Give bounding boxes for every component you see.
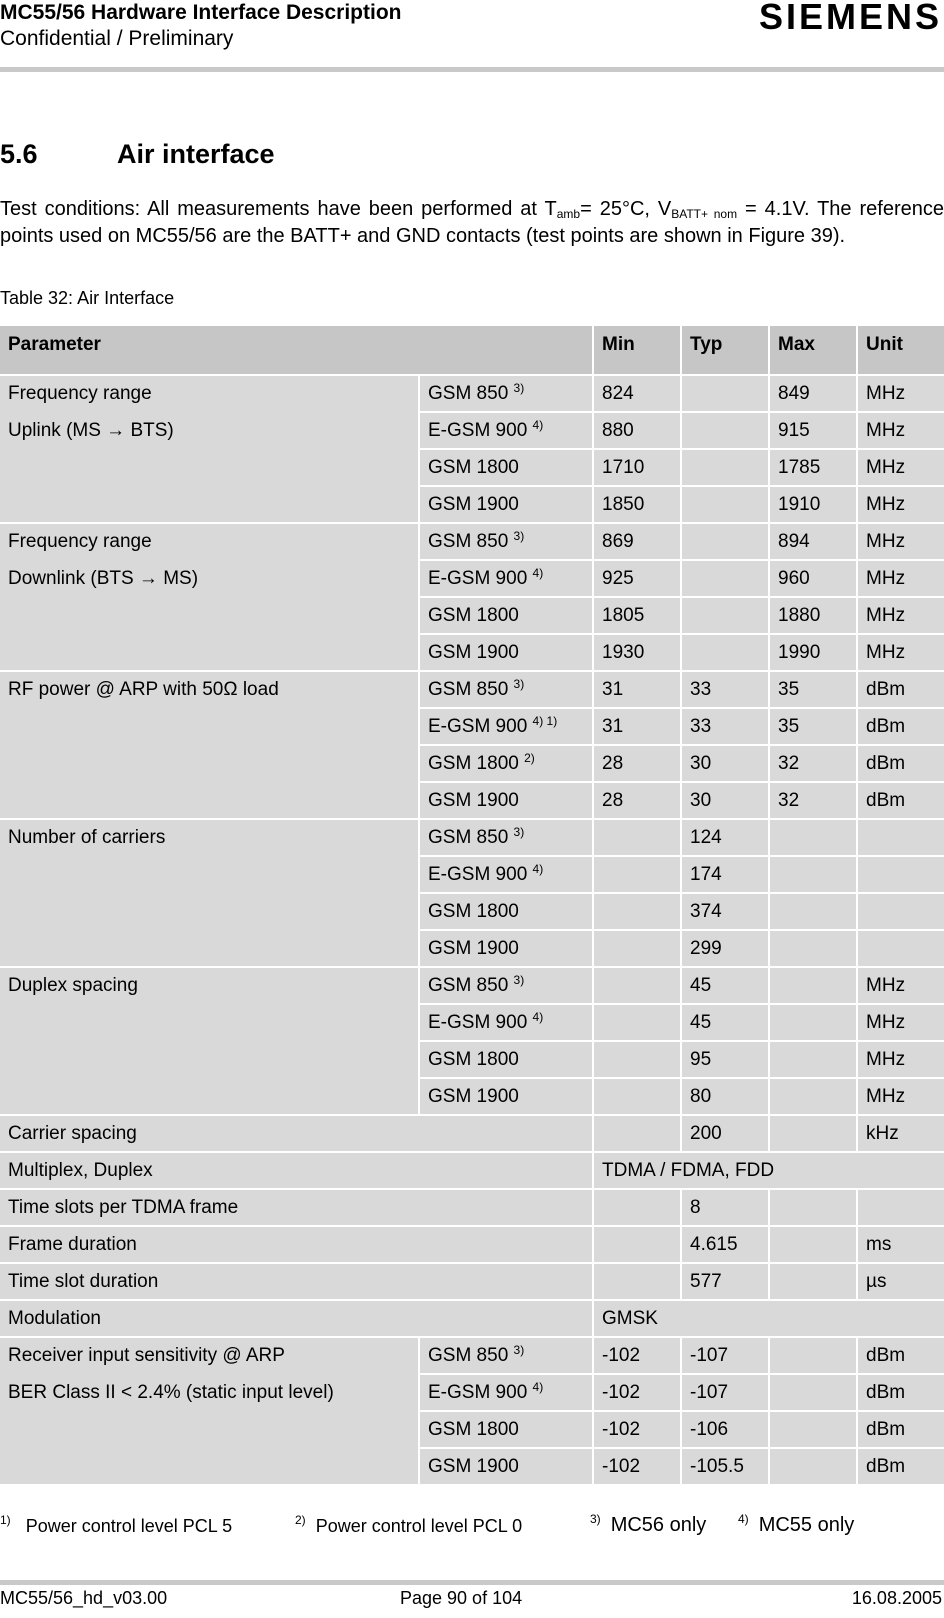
min-cell: -102 [594,1412,680,1449]
band-footnote-mark: 3) [513,529,525,543]
unit-cell: dBm [858,672,944,709]
duplex-spacing-parameter [0,968,418,1116]
section-number: 5.6 [0,139,38,169]
header-rule [0,67,944,72]
min-cell: -102 [594,1338,680,1375]
band-label: GSM 1800 [428,605,519,626]
band-cell [420,598,592,635]
parameter-line: Downlink (BTS → MS) [8,568,199,589]
band-cell [420,1079,592,1116]
band-cell [420,783,592,820]
table-caption: Table 32: Air Interface [0,288,175,308]
band-cell [420,746,592,783]
min-cell: 31 [594,672,680,709]
unit-cell: dBm [858,746,944,783]
min-cell [594,1227,680,1264]
min-cell [594,1264,680,1301]
band-label: GSM 1800 [428,457,519,478]
typ-cell: 30 [682,746,768,783]
unit-cell: MHz [858,1042,944,1079]
band-footnote-mark: 3) [513,825,525,839]
max-cell [770,1005,856,1042]
footnote-4: $^{4)}$ MC55 only [738,1512,855,1536]
table-header-row [0,326,944,376]
max-cell: 32 [770,746,856,783]
max-cell [770,894,856,931]
typ-cell: 30 [682,783,768,820]
band-label: GSM 1900 [428,938,519,959]
typ-cell: -106 [682,1412,768,1449]
value-span-cell: GMSK [594,1301,944,1338]
band-cell [420,709,592,746]
downlink-frequency-parameter [0,524,418,672]
number-of-carriers-parameter [0,820,418,968]
typ-cell [682,413,768,450]
table-row [0,1116,944,1153]
min-cell [594,894,680,931]
unit-cell: MHz [858,413,944,450]
min-cell: 1930 [594,635,680,672]
header-typ: Typ [682,326,768,376]
max-cell [770,1264,856,1301]
subscript-batt: BATT+ nom [671,207,738,221]
max-cell [770,820,856,857]
typ-cell: 8 [682,1190,768,1227]
unit-cell: µs [858,1264,944,1301]
band-footnote-mark: 3) [513,381,525,395]
document-subtitle: Confidential / Preliminary [0,27,234,50]
max-cell [770,1227,856,1264]
typ-cell: 45 [682,968,768,1005]
unit-cell: kHz [858,1116,944,1153]
unit-cell: ms [858,1227,944,1264]
typ-cell: 95 [682,1042,768,1079]
unit-cell [858,894,944,931]
typ-cell: 33 [682,709,768,746]
band-footnote-mark: 4) [532,862,544,876]
parameter-line: BER Class II < 2.4% (static input level) [8,1382,334,1403]
footnote-1: $^{1)}$ Power control level PCL 5 [0,1513,233,1536]
siemens-logo: SIEMENS [758,0,942,37]
band-label: GSM 1800 [428,753,519,774]
band-label: GSM 1900 [428,1456,519,1477]
table-row [0,968,944,1005]
max-cell: 35 [770,709,856,746]
typ-cell [682,524,768,561]
typ-cell: -107 [682,1375,768,1412]
band-cell [420,413,592,450]
band-cell [420,376,592,413]
band-label: E-GSM 900 [428,716,528,737]
rf-power-parameter [0,672,418,820]
max-cell [770,1042,856,1079]
table-row [0,1338,944,1375]
typ-cell [682,598,768,635]
min-cell [594,1079,680,1116]
max-cell: 1990 [770,635,856,672]
band-cell [420,820,592,857]
max-cell [770,1412,856,1449]
typ-cell: 4.615 [682,1227,768,1264]
max-cell: 849 [770,376,856,413]
max-cell: 894 [770,524,856,561]
table-row [0,672,944,709]
band-cell [420,1338,592,1375]
max-cell: 1785 [770,450,856,487]
band-cell [420,894,592,931]
typ-cell [682,635,768,672]
max-cell [770,1338,856,1375]
unit-cell: MHz [858,376,944,413]
band-cell [420,524,592,561]
table-row [0,1153,944,1190]
typ-cell: 577 [682,1264,768,1301]
footer-rule [0,1580,944,1585]
typ-cell [682,450,768,487]
max-cell: 960 [770,561,856,598]
receiver-sensitivity-parameter [0,1338,418,1486]
table-row [0,820,944,857]
footer-page-number: Page 90 of 104 [400,1588,523,1608]
max-cell: 35 [770,672,856,709]
unit-cell: MHz [858,1079,944,1116]
table-row [0,1190,944,1227]
table-row [0,376,944,413]
band-label: GSM 850 [428,975,509,996]
band-label: GSM 1900 [428,642,519,663]
band-label: E-GSM 900 [428,1012,528,1033]
band-label: GSM 1900 [428,494,519,515]
min-cell: 880 [594,413,680,450]
table-row [0,1227,944,1264]
band-label: E-GSM 900 [428,420,528,441]
band-label: GSM 1800 [428,901,519,922]
footer-doc-id: MC55/56_hd_v03.00 [0,1588,168,1608]
band-label: GSM 1900 [428,1086,519,1107]
band-cell [420,635,592,672]
band-footnote-mark: 4) 1) [532,714,558,728]
band-label: E-GSM 900 [428,864,528,885]
typ-cell: -107 [682,1338,768,1375]
unit-cell [858,820,944,857]
min-cell [594,1042,680,1079]
band-cell [420,672,592,709]
band-footnote-mark: 4) [532,418,544,432]
typ-cell [682,487,768,524]
band-cell [420,1005,592,1042]
typ-cell [682,561,768,598]
min-cell: 31 [594,709,680,746]
max-cell [770,1375,856,1412]
band-footnote-mark: 3) [513,677,525,691]
band-label: GSM 1800 [428,1419,519,1440]
typ-cell: 374 [682,894,768,931]
min-cell: 1710 [594,450,680,487]
max-cell [770,931,856,968]
unit-cell: MHz [858,635,944,672]
band-footnote-mark: 4) [532,566,544,580]
unit-cell: dBm [858,709,944,746]
parameter-cell: Frame duration [0,1227,592,1264]
footer-date: 16.08.2005 [851,1588,942,1608]
band-footnote-mark: 3) [513,1343,525,1357]
min-cell: 1850 [594,487,680,524]
max-cell [770,857,856,894]
band-cell [420,968,592,1005]
uplink-frequency-parameter [0,376,418,524]
paragraph-text-a: Test conditions: All measurements have been performed at T [0,198,557,220]
band-footnote-mark: 4) [532,1380,544,1394]
min-cell [594,931,680,968]
max-cell [770,1079,856,1116]
min-cell: 28 [594,783,680,820]
max-cell [770,1449,856,1486]
band-label: GSM 850 [428,827,509,848]
min-cell [594,1116,680,1153]
unit-cell [858,857,944,894]
min-cell: 1805 [594,598,680,635]
document-title: MC55/56 Hardware Interface Description [0,1,402,24]
parameter-cell: Modulation [0,1301,592,1338]
typ-cell: -105.5 [682,1449,768,1486]
unit-cell: MHz [858,968,944,1005]
max-cell [770,1116,856,1153]
unit-cell: MHz [858,487,944,524]
band-cell [420,1375,592,1412]
min-cell [594,1005,680,1042]
band-cell [420,1449,592,1486]
header-parameter: Parameter [0,326,592,376]
band-cell [420,1412,592,1449]
band-footnote-mark: 3) [513,973,525,987]
parameter-cell: Time slot duration [0,1264,592,1301]
max-cell [770,1190,856,1227]
min-cell: -102 [594,1375,680,1412]
unit-cell: MHz [858,598,944,635]
unit-cell [858,1190,944,1227]
table-row [0,1301,944,1338]
typ-cell: 80 [682,1079,768,1116]
typ-cell: 33 [682,672,768,709]
air-interface-table [0,326,944,1486]
min-cell: -102 [594,1449,680,1486]
band-cell [420,857,592,894]
band-cell [420,487,592,524]
min-cell: 869 [594,524,680,561]
band-label: GSM 850 [428,531,509,552]
unit-cell: dBm [858,1449,944,1486]
unit-cell: MHz [858,524,944,561]
unit-cell: dBm [858,1375,944,1412]
max-cell: 915 [770,413,856,450]
min-cell: 925 [594,561,680,598]
section-title: Air interface [117,139,275,169]
band-label: E-GSM 900 [428,568,528,589]
header-min: Min [594,326,680,376]
band-label: GSM 1800 [428,1049,519,1070]
min-cell: 28 [594,746,680,783]
parameter-line: Frequency range [8,531,152,552]
max-cell: 32 [770,783,856,820]
header-max: Max [770,326,856,376]
paragraph-text-c: = 4.1V. The reference points used on MC55/56 are the BATT+ and GND contacts (test points are shown in Figure 39). [0,198,944,247]
parameter-line: Receiver input sensitivity @ ARP [8,1345,285,1366]
unit-cell: dBm [858,1338,944,1375]
min-cell [594,1190,680,1227]
unit-cell: MHz [858,1005,944,1042]
max-cell: 1880 [770,598,856,635]
unit-cell: MHz [858,450,944,487]
subscript-amb: amb [556,207,581,221]
band-cell [420,1042,592,1079]
typ-cell: 45 [682,1005,768,1042]
parameter-cell: Carrier spacing [0,1116,592,1153]
band-label: GSM 1900 [428,790,519,811]
typ-cell: 299 [682,931,768,968]
band-cell [420,450,592,487]
typ-cell: 124 [682,820,768,857]
parameter-line: Duplex spacing [8,975,138,996]
unit-cell: dBm [858,783,944,820]
footnote-2: $^{2)}$ Power control level PCL 0 [295,1513,523,1536]
parameter-line: RF power @ ARP with 50Ω load [8,679,279,700]
min-cell [594,968,680,1005]
footnote-3: $^{3)}$ MC56 only [590,1512,707,1536]
test-conditions-paragraph [0,196,944,250]
typ-cell: 174 [682,857,768,894]
paragraph-text-b: = 25°C, V [580,198,672,220]
unit-cell: MHz [858,561,944,598]
parameter-cell: Time slots per TDMA frame [0,1190,592,1227]
table-row [0,1264,944,1301]
parameter-line: Frequency range [8,383,152,404]
band-footnote-mark: 2) [524,751,535,765]
band-cell [420,561,592,598]
band-footnote-mark: 4) [532,1010,544,1024]
band-label: GSM 850 [428,383,509,404]
min-cell: 824 [594,376,680,413]
band-label: GSM 850 [428,1345,509,1366]
min-cell [594,857,680,894]
band-label: GSM 850 [428,679,509,700]
band-label: E-GSM 900 [428,1382,528,1403]
parameter-cell: Multiplex, Duplex [0,1153,592,1190]
table-row [0,524,944,561]
band-cell [420,931,592,968]
max-cell [770,968,856,1005]
max-cell: 1910 [770,487,856,524]
typ-cell: 200 [682,1116,768,1153]
header-unit: Unit [858,326,944,376]
unit-cell [858,931,944,968]
unit-cell: dBm [858,1412,944,1449]
min-cell [594,820,680,857]
value-span-cell: TDMA / FDMA, FDD [594,1153,944,1190]
parameter-line: Number of carriers [8,827,166,848]
parameter-line: Uplink (MS → BTS) [8,420,174,441]
typ-cell [682,376,768,413]
